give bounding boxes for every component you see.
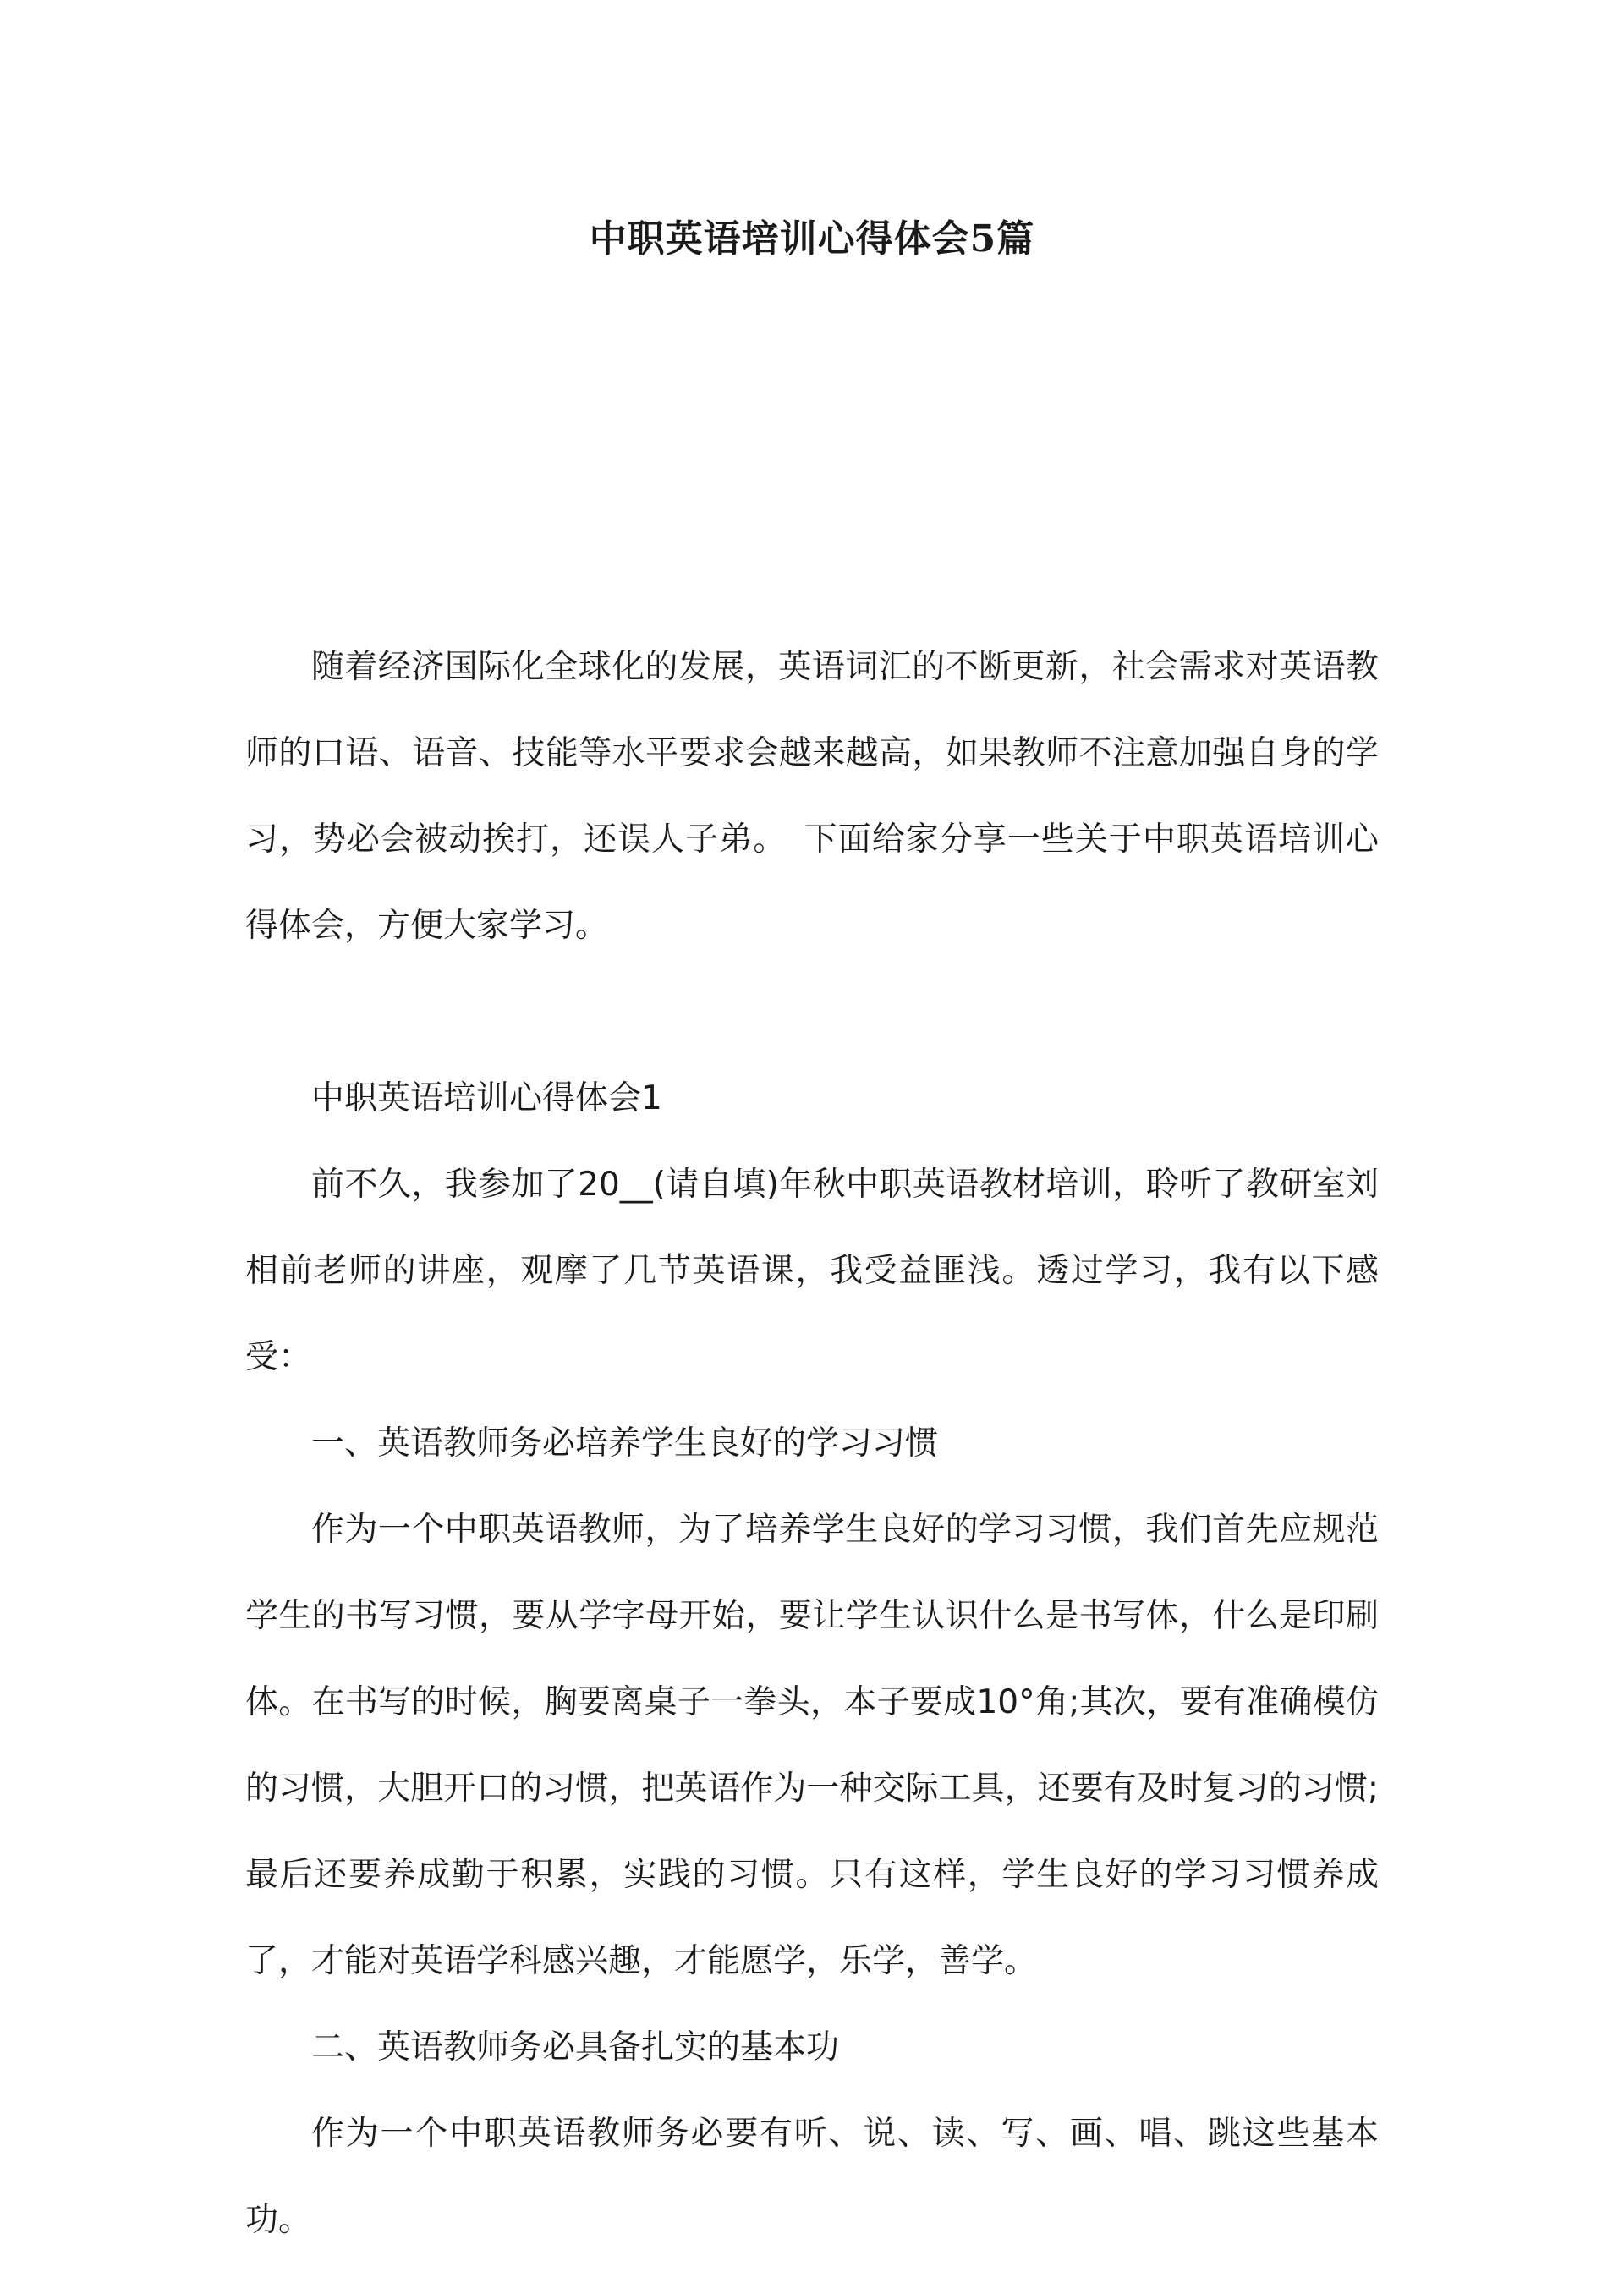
paragraph-spacer <box>245 969 1379 1056</box>
section-heading: 中职英语培训心得体会1 <box>311 1079 662 1117</box>
document-title: 中职英语培训心得体会5篇 <box>589 217 1035 261</box>
section-paragraph: 前不久，我参加了20__(请自填)年秋中职英语教材培训，聆听了教研室刘相前老师的讲座，观摩了几节英语课，我受益匪浅。透过学习，我有以下感受： <box>245 1166 1379 1376</box>
document-body <box>245 624 1379 2264</box>
point-heading: 一、英语教师务必培养学生良好的学习习惯 <box>311 1424 939 1463</box>
point-paragraph: 作为一个中职英语教师，为了培养学生良好的学习习惯，我们首先应规范学生的书写习惯，要从学字母开始，要让学生认识什么是书写体，什么是印刷体。在书写的时候，胸要离桌子一拳头，本子要成10°角;其次，要有准确模仿的习惯，大胆开口的习惯，把英语作为一种交际工具，还要有及时复习的习惯;最后还要养成勤于积累，实践的习惯。只有这样，学生良好的学习习惯养成了，才能对英语学科感兴趣，才能愿学，乐学，善学。 <box>245 1511 1379 1980</box>
point-heading: 二、英语教师务必具备扎实的基本功 <box>311 2028 840 2066</box>
point-paragraph: 作为一个中职英语教师务必要有听、说、读、写、画、唱、跳这些基本功。 <box>245 2115 1379 2239</box>
intro-paragraph: 随着经济国际化全球化的发展，英语词汇的不断更新，社会需求对英语教师的口语、语音、技能等水平要求会越来越高，如果教师不注意加强自身的学习，势必会被动挨打，还误人子弟。 下面给家分享一些关于中职英语培训心得体会，方便大家学习。 <box>245 648 1379 945</box>
